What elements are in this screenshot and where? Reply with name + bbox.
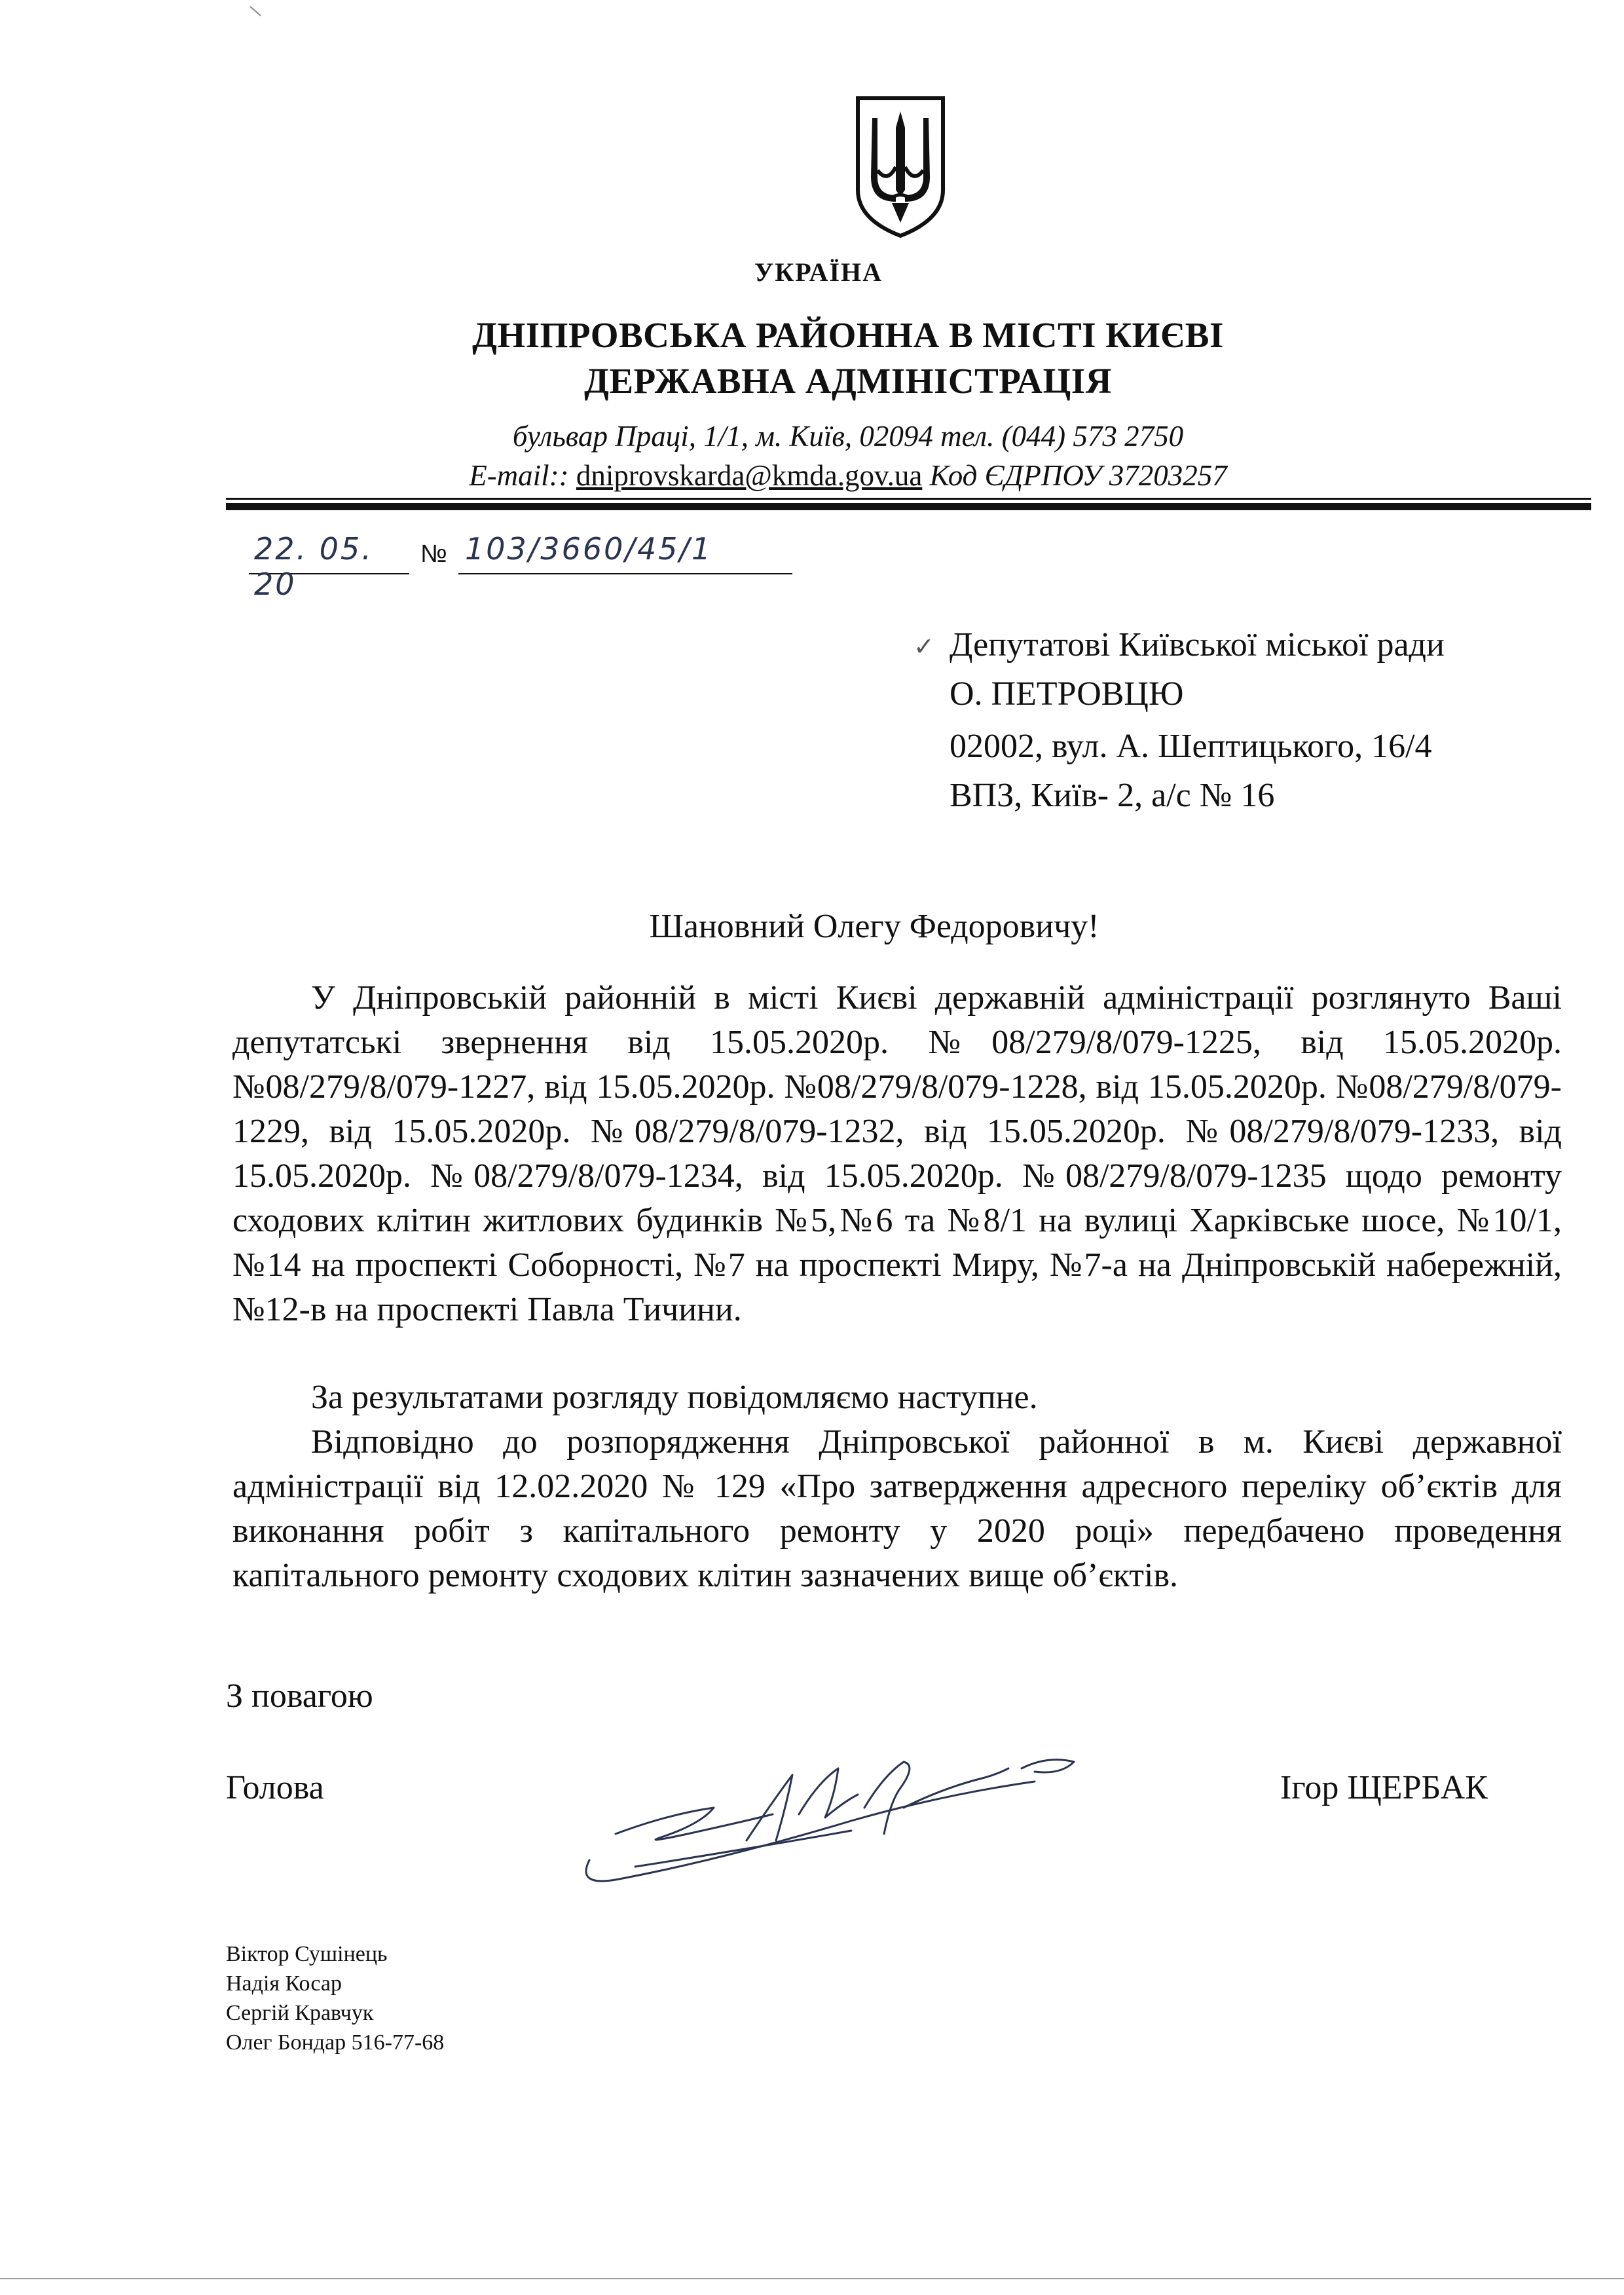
signer-position: Голова <box>226 1769 324 1806</box>
registration-number: 103/3660/45/1 <box>465 531 713 567</box>
registration-date-field <box>249 527 409 602</box>
recipient-title: Депутатові Київської міської ради <box>950 626 1445 663</box>
recipient-name: О. ПЕТРОВЦЮ <box>950 675 1184 713</box>
organization-contacts <box>0 458 1624 493</box>
email-link[interactable]: dniprovskarda@kmda.gov.ua <box>576 459 923 492</box>
check-mark-icon: ✓ <box>913 632 934 661</box>
letter-paragraph: У Дніпровській районній в місті Києві державній адміністрації розглянуто Ваші депутатські звернення від 15.05.2020р. №08/279/8/079-1225, від 15.05.2020р. №08/279/8/079-1227, від 15.05.2020р. №08/279/8/079-1228, від 15.05.2020р. №08/279/8/079-1229, від 15.05.2020р. №08/279/8/079-1232, від 15.05.2020р. №08/279/8/079-1233, від 15.05.2020р. №08/279/8/079-1234, від 15.05.2020р. №08/279/8/079-1235 щодо ремонту сходових клітин житлових будинків №5,№6 та №8/1 на вулиці Харківське шосе, №10/1, №14 на проспекті Соборності, №7 на проспекті Миру, №7-а на Дніпровській набережній, №12-в на проспекті Павла Тичини. <box>232 979 1562 1328</box>
organization-address: бульвар Праці, 1/1, м. Київ, 02094 тел. (044) 573 2750 <box>512 420 1184 453</box>
registration-number-label: № <box>420 540 447 568</box>
closing-phrase: З повагою <box>226 1677 373 1715</box>
letter-paragraph: Відповідно до розпорядження Дніпровської районної в м. Києві державної адміністрації від 12.02.2020 № 129 «Про затвердження адресного переліку об’єктів для виконання робіт з капітального ремонту у 2020 році» передбачено проведення капітального ремонту сходових клітин зазначених вище об’єктів. <box>232 1423 1562 1594</box>
registration-line <box>249 527 838 602</box>
executor-name: Сергій Кравчук <box>226 2001 374 2025</box>
executor-name: Надія Косар <box>226 1971 342 1996</box>
header-divider-thick <box>226 503 1591 510</box>
country-name: УКРАЇНА <box>754 257 883 287</box>
scan-mark-icon <box>249 5 263 20</box>
salutation: Шановний Олегу Федоровичу! <box>649 908 1099 945</box>
signer-name: Ігор ЩЕРБАК <box>1280 1769 1488 1806</box>
edrpou-code: Код ЄДРПОУ 37203257 <box>929 459 1227 492</box>
organization-name-line1: ДНІПРОВСЬКА РАЙОННА В МІСТІ КИЄВІ <box>472 315 1224 355</box>
email-label: E-mail:: <box>469 459 569 492</box>
organization-name-line2: ДЕРЖАВНА АДМІНІСТРАЦІЯ <box>584 361 1112 401</box>
coat-of-arms-icon <box>851 92 950 239</box>
recipient-po-box: ВПЗ, Київ- 2, а/с № 16 <box>950 777 1275 814</box>
executor-name-phone: Олег Бондар 516-77-68 <box>226 2030 445 2055</box>
registration-number-field <box>458 527 792 574</box>
executor-name: Віктор Сушінець <box>226 1942 388 1966</box>
registration-date: 22. 05. 20 <box>254 531 373 602</box>
header-divider-thin <box>226 498 1591 500</box>
page-bottom-edge <box>0 2278 1624 2279</box>
recipient-address: 02002, вул. А. Шептицького, 16/4 <box>950 728 1432 765</box>
handwritten-signature <box>576 1703 1153 1899</box>
letter-paragraph: За результатами розгляду повідомляємо наступне. <box>311 1379 1038 1416</box>
